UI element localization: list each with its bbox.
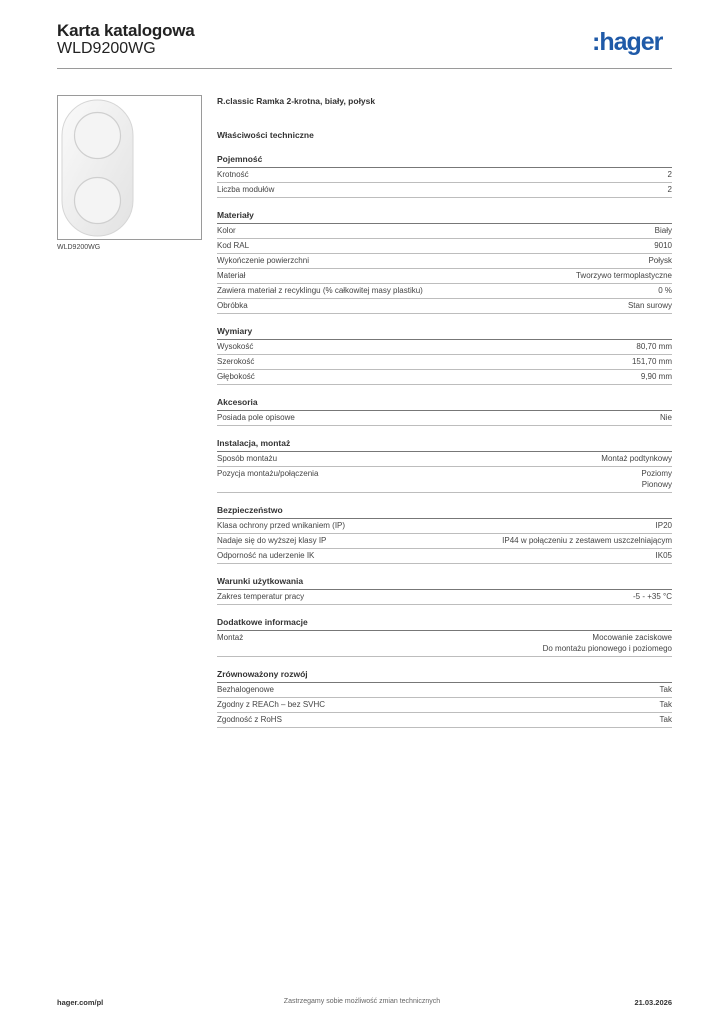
property-row <box>217 631 672 657</box>
property-value <box>502 535 672 546</box>
property-value <box>641 371 672 382</box>
section <box>217 154 672 198</box>
product-code: WLD9200WG <box>57 40 156 57</box>
section-heading: Akcesoria <box>217 397 672 411</box>
property-row <box>217 168 672 183</box>
property-row <box>217 254 672 269</box>
property-row <box>217 698 672 713</box>
property-label: Zawiera materiał z recyklingu (% całkowitej masy plastiku) <box>217 286 423 295</box>
image-caption: WLD9200WG <box>57 244 101 251</box>
property-value <box>628 300 672 311</box>
property-value-line: Tak <box>659 715 672 724</box>
property-label: Kolor <box>217 226 236 235</box>
property-value <box>654 240 672 251</box>
property-label: Krotność <box>217 170 249 179</box>
property-value-line: 2 <box>667 185 672 194</box>
property-label: Głębokość <box>217 372 255 381</box>
property-value <box>656 520 672 531</box>
section-heading: Warunki użytkowania <box>217 576 672 590</box>
property-row <box>217 411 672 426</box>
property-row <box>217 549 672 564</box>
property-row <box>217 299 672 314</box>
section-heading: Zrównoważony rozwój <box>217 669 672 683</box>
property-value-line: Nie <box>659 413 672 422</box>
property-value-line: IP44 w połączeniu z zestawem uszczelniającym <box>502 536 672 545</box>
property-value <box>660 699 672 710</box>
property-value-line: Biały <box>654 226 672 235</box>
property-sections <box>217 154 672 728</box>
property-value <box>543 632 672 654</box>
property-row <box>217 183 672 198</box>
property-row <box>217 224 672 239</box>
hager-logo: :hager <box>592 28 663 56</box>
property-row <box>217 534 672 549</box>
product-image <box>57 95 202 240</box>
property-label: Zgodny z REACh – bez SVHC <box>217 700 326 709</box>
property-row <box>217 355 672 370</box>
section-heading: Bezpieczeństwo <box>217 505 672 519</box>
property-value <box>668 184 672 195</box>
property-label: Obróbka <box>217 301 248 310</box>
property-label: Klasa ochrony przed wnikaniem (IP) <box>217 521 346 530</box>
property-value-line: Do montażu pionowego i poziomego <box>542 644 672 653</box>
property-value-line: Tak <box>659 700 672 709</box>
property-value <box>660 684 672 695</box>
property-row <box>217 370 672 385</box>
property-value-line: Pionowy <box>641 480 672 489</box>
property-label: Sposób montażu <box>217 454 278 463</box>
property-value <box>668 169 672 180</box>
property-row <box>217 340 672 355</box>
property-label: Wykończenie powierzchni <box>217 256 309 265</box>
section <box>217 669 672 728</box>
footer-date: 21.03.2026 <box>634 998 672 1007</box>
property-row <box>217 683 672 698</box>
header-divider <box>57 68 672 69</box>
property-value-line: 80,70 mm <box>636 342 672 351</box>
section <box>217 576 672 605</box>
property-value-line: IP20 <box>655 521 672 530</box>
double-frame-image <box>58 96 201 239</box>
property-value <box>655 225 672 236</box>
property-value-line: 151,70 mm <box>631 357 672 366</box>
property-label: Pozycja montażu/połączenia <box>217 469 319 478</box>
property-label: Montaż <box>217 633 244 642</box>
footer-disclaimer: Zastrzegamy sobie możliwość zmian technicznych <box>283 998 441 1005</box>
property-value-line: Poziomy <box>641 469 672 478</box>
property-value <box>576 270 672 281</box>
property-value-line: Mocowanie zaciskowe <box>592 633 672 642</box>
property-value <box>641 468 672 490</box>
property-label: Materiał <box>217 271 246 280</box>
property-row <box>217 269 672 284</box>
property-value <box>632 356 672 367</box>
section <box>217 326 672 385</box>
property-value-line: Montaż podtynkowy <box>601 454 672 463</box>
property-value-line: Tworzywo termoplastyczne <box>575 271 672 280</box>
property-row <box>217 713 672 728</box>
property-value-line: 9,90 mm <box>640 372 672 381</box>
property-value <box>648 255 672 266</box>
property-row <box>217 452 672 467</box>
section-heading: Dodatkowe informacje <box>217 617 672 631</box>
property-label: Odporność na uderzenie IK <box>217 551 315 560</box>
property-label: Posiada pole opisowe <box>217 413 295 422</box>
property-row <box>217 467 672 493</box>
technical-sheet <box>217 96 672 728</box>
section <box>217 617 672 657</box>
property-label: Zgodność z RoHS <box>217 715 282 724</box>
section <box>217 438 672 493</box>
property-value <box>660 412 672 423</box>
property-label: Nadaje się do wyższej klasy IP <box>217 536 327 545</box>
property-row <box>217 239 672 254</box>
section <box>217 505 672 564</box>
property-label: Zakres temperatur pracy <box>217 592 305 601</box>
property-row <box>217 284 672 299</box>
section-heading: Materiały <box>217 210 672 224</box>
property-label: Szerokość <box>217 357 255 366</box>
property-value <box>633 591 672 602</box>
property-value-line: -5 - +35 °C <box>633 592 672 601</box>
product-title: R.classic Ramka 2-krotna, biały, połysk <box>217 96 376 106</box>
property-value <box>660 714 672 725</box>
property-value-line: 9010 <box>654 241 672 250</box>
property-label: Kod RAL <box>217 241 250 250</box>
property-value-line: Stan surowy <box>627 301 672 310</box>
property-value <box>601 453 672 464</box>
section <box>217 210 672 314</box>
property-value <box>656 550 672 561</box>
property-row <box>217 590 672 605</box>
property-label: Wysokość <box>217 342 254 351</box>
property-value <box>636 341 672 352</box>
property-label: Liczba modułów <box>217 185 275 194</box>
property-row <box>217 519 672 534</box>
property-value-line: 2 <box>667 170 672 179</box>
property-value-line: Połysk <box>648 256 672 265</box>
section-heading: Wymiary <box>217 326 672 340</box>
section <box>217 397 672 426</box>
document-title: Karta katalogowa <box>57 21 195 40</box>
properties-heading: Właściwości techniczne <box>217 130 314 140</box>
property-value-line: 0 % <box>658 286 672 295</box>
property-value-line: IK05 <box>655 551 672 560</box>
property-label: Bezhalogenowe <box>217 685 274 694</box>
property-value-line: Tak <box>659 685 672 694</box>
section-heading: Instalacja, montaż <box>217 438 672 452</box>
footer-website[interactable]: hager.com/pl <box>57 998 104 1007</box>
section-heading: Pojemność <box>217 154 672 168</box>
property-value <box>658 285 672 296</box>
